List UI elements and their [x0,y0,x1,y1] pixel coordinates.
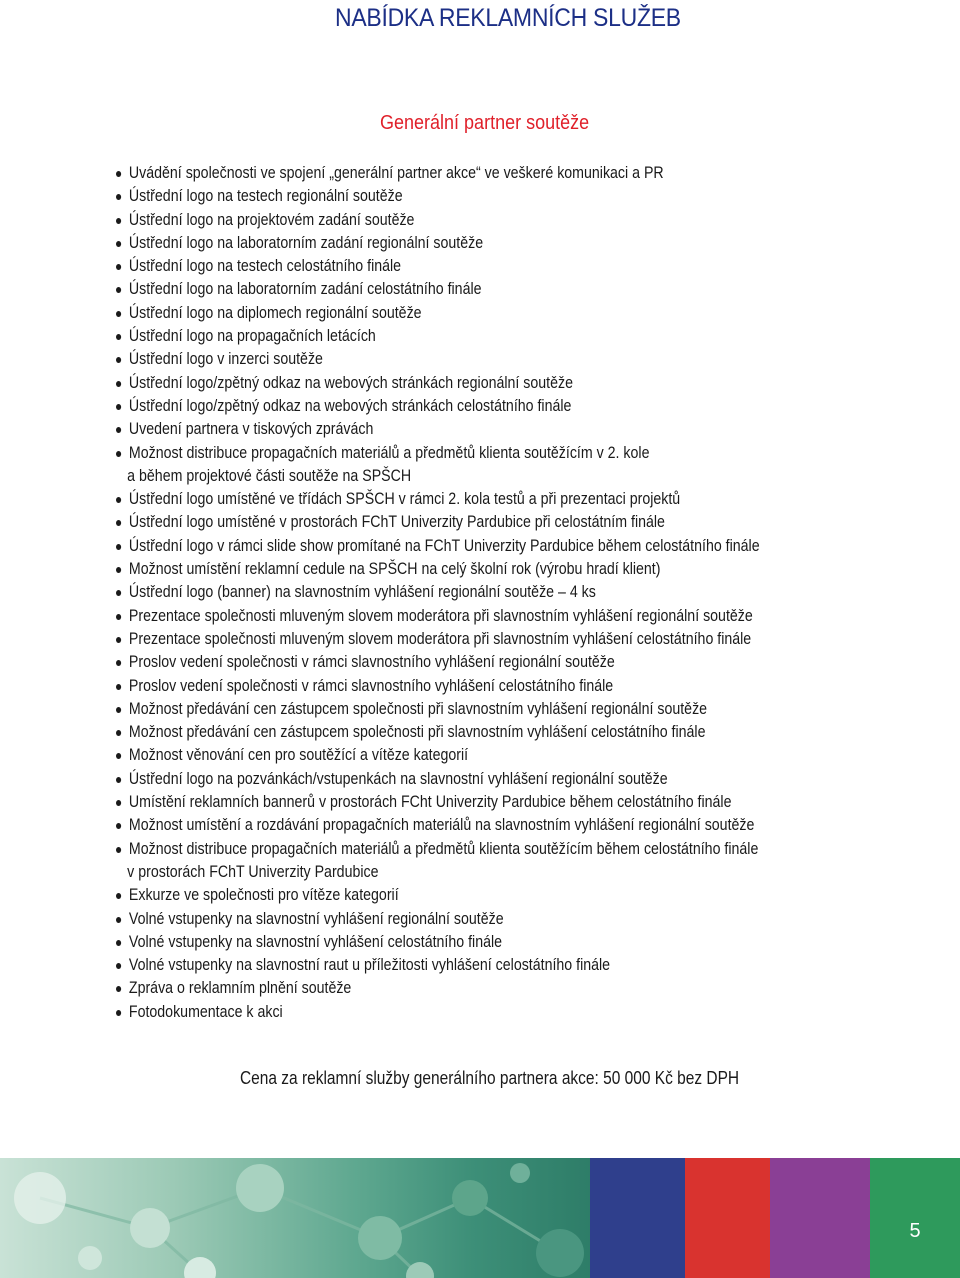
list-item-text: Možnost umístění a rozdávání propagačních materiálů na slavnostním vyhlášení regionální soutěže [128,816,755,835]
list-item [116,838,770,861]
bullet-icon [116,917,121,923]
list-item [116,442,770,465]
bullet-icon [116,544,121,550]
bullet-icon [116,451,121,457]
list-item-text: Prezentace společnosti mluveným slovem moderátora při slavnostním vyhlášení celostátního finále [128,629,752,648]
list-item-text: Možnost distribuce propagačních materiálů a předmětů klienta soutěžícím v 2. kole [128,443,650,462]
bullet-icon [116,614,121,620]
list-item-text: Prezentace společnosti mluveným slovem moderátora při slavnostním vyhlášení regionální soutěže [128,606,753,625]
list-item-text: Ústřední logo na propagačních letácích [128,327,376,346]
list-item-text: Ústřední logo na projektovém zadání soutěže [128,210,415,229]
list-item-text: Možnost předávání cen zástupcem společnosti při slavnostním vyhlášení celostátního finále [128,723,706,742]
list-item-text: Volné vstupenky na slavnostní vyhlášení regionální soutěže [128,909,504,928]
list-item [116,325,770,348]
list-item [116,232,770,255]
bullet-icon [116,940,121,946]
list-item [116,744,770,767]
blue-stripe [590,1158,685,1278]
list-item-text: Možnost předávání cen zástupcem společnosti při slavnostním vyhlášení regionální soutěže [128,699,708,718]
page-title: NABÍDKA REKLAMNÍCH SLUŽEB [335,4,681,32]
bullet-icon [116,963,121,969]
bullet-icon [116,567,121,573]
list-item-text: Možnost distribuce propagačních materiálů a předmětů klienta soutěžícím během celostátního finále [128,839,759,858]
list-item-text: Exkurze ve společnosti pro vítěze kategorií [128,886,399,905]
bullet-icon [116,404,121,410]
list-item-text: Ústřední logo na diplomech regionální soutěže [128,303,422,322]
bullet-icon [116,427,121,433]
bullet-icon [116,194,121,200]
list-item [116,884,770,907]
list-item-text: Ústřední logo umístěné v prostorách FChT Univerzity Pardubice při celostátním finále [128,513,665,532]
list-item-text: Ústřední logo na testech celostátního finále [128,257,402,276]
list-item [116,348,770,371]
list-item-text: Volné vstupenky na slavnostní vyhlášení celostátního finále [128,932,503,951]
list-item-text: Ústřední logo v inzerci soutěže [128,350,323,369]
list-item [116,791,770,814]
red-stripe [685,1158,770,1278]
list-item [116,814,770,837]
bullet-icon [116,590,121,596]
list-item-text: Ústřední logo (banner) na slavnostním vyhlášení regionální soutěže – 4 ks [128,583,596,602]
bullet-icon [116,800,121,806]
bullet-list [116,162,876,1024]
footer-band [0,1158,960,1278]
list-item-text: Uvedení partnera v tiskových zprávách [128,420,374,439]
bullet-icon [116,264,121,270]
list-item-text: Fotodokumentace k akci [128,1002,283,1021]
bullet-icon [116,241,121,247]
list-item [116,931,770,954]
list-item [116,675,770,698]
green-stripe [870,1158,960,1278]
list-item [116,302,770,325]
list-item-text: Ústřední logo/zpětný odkaz na webových stránkách celostátního finále [128,396,572,415]
bullet-icon [116,753,121,759]
list-item [116,954,770,977]
list-item [116,698,770,721]
bullet-icon [116,893,121,899]
list-item [116,628,770,651]
bullet-icon [116,287,121,293]
page-number: 5 [909,1220,921,1242]
section-title: Generální partner soutěže [380,112,590,134]
list-item-text: Proslov vedení společnosti v rámci slavnostního vyhlášení regionální soutěže [128,653,615,672]
bullet-icon [116,707,121,713]
bullet-icon [116,684,121,690]
list-item-text: Ústřední logo/zpětný odkaz na webových stránkách regionální soutěže [128,373,573,392]
bullet-icon [116,381,121,387]
list-item [116,162,770,185]
list-item-text: v prostorách FChT Univerzity Pardubice [127,862,379,881]
list-item [116,255,770,278]
list-item [116,605,770,628]
list-item [116,581,770,604]
list-item-text: Umístění reklamních bannerů v prostorách FCht Univerzity Pardubice během celostátního finále [128,793,732,812]
bullet-icon [116,334,121,340]
list-item [116,1001,770,1024]
list-item [116,185,770,208]
list-item-text: Ústřední logo umístěné ve třídách SPŠCH v rámci 2. kola testů a při prezentaci projektů [128,490,681,509]
list-item [116,768,770,791]
list-item [116,558,770,581]
list-item [116,372,770,395]
bullet-icon [116,823,121,829]
list-item [116,395,770,418]
list-item-text: Volné vstupenky na slavnostní raut u příležitosti vyhlášení celostátního finále [128,956,611,975]
bullet-icon [116,218,121,224]
list-item-text: Ústřední logo v rámci slide show promítané na FChT Univerzity Pardubice během celostátního finále [128,536,760,555]
list-item [116,278,770,301]
list-item-text: Proslov vedení společnosti v rámci slavnostního vyhlášení celostátního finále [128,676,614,695]
purple-stripe [770,1158,870,1278]
list-item-text: Zpráva o reklamním plnění soutěže [128,979,352,998]
bullet-icon [116,357,121,363]
list-item-text: Ústřední logo na laboratorním zadání celostátního finále [128,280,482,299]
bullet-icon [116,1010,121,1016]
list-item [116,651,770,674]
bullet-icon [116,986,121,992]
list-item-text: Ústřední logo na laboratorním zadání regionální soutěže [128,233,484,252]
list-item-continuation [116,465,770,488]
list-item-text: Ústřední logo na testech regionální soutěže [128,187,403,206]
bullet-icon [116,777,121,783]
list-item [116,535,770,558]
list-item [116,488,770,511]
bullet-icon [116,171,121,177]
list-item-text: Možnost umístění reklamní cedule na SPŠCH na celý školní rok (výrobu hradí klient) [128,560,661,579]
list-item [116,721,770,744]
list-item [116,511,770,534]
bullet-icon [116,520,121,526]
bullet-icon [116,497,121,503]
bullet-icon [116,311,121,317]
price-statement: Cena za reklamní služby generálního partnera akce: 50 000 Kč bez DPH [240,1068,740,1088]
list-item [116,418,770,441]
bullet-icon [116,847,121,853]
list-item [116,209,770,232]
list-item-text: Ústřední logo na pozvánkách/vstupenkách na slavnostní vyhlášení regionální soutěže [128,769,668,788]
molecule-image [0,1158,590,1278]
list-item [116,977,770,1000]
list-item [116,908,770,931]
bullet-icon [116,660,121,666]
list-item-text: Uvádění společnosti ve spojení „generální partner akce“ ve veškeré komunikaci a PR [128,164,664,182]
bullet-icon [116,637,121,643]
list-item-continuation [116,861,770,884]
list-item-text: Možnost věnování cen pro soutěžící a vítěze kategorií [128,746,469,765]
list-item-text: a během projektové části soutěže na SPŠCH [127,466,412,485]
bullet-icon [116,730,121,736]
